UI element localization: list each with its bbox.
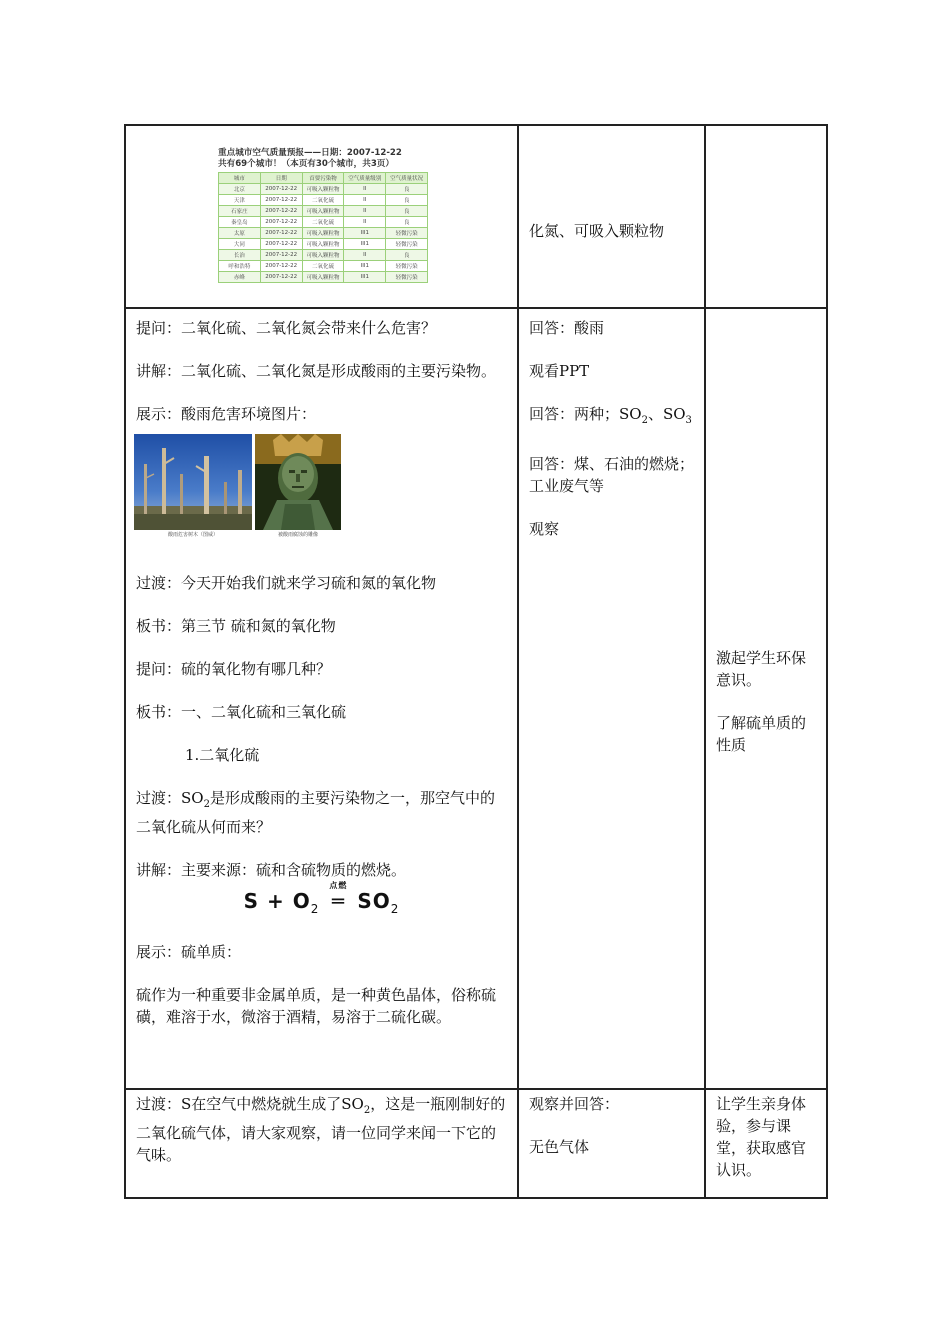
board-heading-1-1: 1.二氧化硫	[185, 746, 260, 764]
intent-sulfur-properties: 了解硫单质的性质	[716, 714, 807, 754]
aq-row	[219, 261, 428, 272]
answer-colorless-gas: 无色气体	[529, 1138, 590, 1156]
dead-trees-photo	[134, 434, 252, 540]
aq-cell: 二氧化硫	[302, 261, 344, 272]
aq-header-cell: 日期	[260, 173, 302, 184]
table-row	[125, 1089, 827, 1198]
aq-cell: 长治	[219, 250, 261, 261]
aq-cell: 轻微污染	[386, 261, 428, 272]
row1-intent-cell	[705, 125, 827, 308]
aq-cell: 可吸入颗粒物	[302, 184, 344, 195]
aq-cell: 可吸入颗粒物	[302, 239, 344, 250]
aq-cell: 良	[386, 195, 428, 206]
aq-cell: III1	[344, 261, 386, 272]
sulfur-description: 硫作为一种重要非金属单质，是一种黄色晶体，俗称硫磺，难溶于水，微溶于酒精，易溶于二硫化碳。	[136, 986, 497, 1026]
question-harm: 提问：二氧化硫、二氧化氮会带来什么危害？	[136, 319, 437, 337]
aq-cell: 可吸入颗粒物	[302, 250, 344, 261]
aq-cell: 2007-12-22	[260, 228, 302, 239]
show-acid-rain-pictures: 展示：酸雨危害环境图片：	[136, 405, 317, 423]
board-heading-1: 板书：一、二氧化硫和三氧化硫	[136, 703, 347, 721]
air-quality-table-image	[218, 148, 428, 283]
lecture-main-source: 讲解：主要来源：硫和含硫物质的燃烧。	[136, 861, 407, 879]
question-sulfur-oxides: 提问：硫的氧化物有哪几种？	[136, 660, 332, 678]
observe: 观察	[529, 520, 560, 538]
aq-cell: 2007-12-22	[260, 250, 302, 261]
aq-cell: 良	[386, 206, 428, 217]
aq-cell: 可吸入颗粒物	[302, 228, 344, 239]
transition-topic: 过渡：今天开始我们就来学习硫和氮的氧化物	[136, 574, 437, 592]
aq-row	[219, 195, 428, 206]
aq-cell: 2007-12-22	[260, 239, 302, 250]
row1-teacher-cell	[125, 125, 518, 308]
aq-cell: 2007-12-22	[260, 184, 302, 195]
aq-cell: 太原	[219, 228, 261, 239]
observe-answer: 观察并回答：	[529, 1095, 620, 1113]
aq-cell: 轻微污染	[386, 228, 428, 239]
aq-cell: II	[344, 184, 386, 195]
acid-rain-photos	[134, 434, 507, 540]
lecture-acid-rain: 讲解：二氧化硫、二氧化氮是形成酸雨的主要污染物。	[136, 362, 497, 380]
aq-cell: 天津	[219, 195, 261, 206]
show-sulfur: 展示：硫单质：	[136, 943, 242, 961]
transition-so2-source: 过渡：$SO_2$是形成酸雨的主要污染物之一，那空气中的二氧化硫从何而来？	[136, 789, 495, 836]
corroded-statue-photo	[255, 434, 341, 540]
reaction-condition: 点燃	[329, 881, 348, 890]
statue-caption: 被酸雨腐蚀的雕像	[277, 532, 318, 538]
row2-intent-cell	[705, 308, 827, 1089]
lesson-plan-table	[124, 124, 828, 1199]
aq-header-cell: 空气质量级别	[344, 173, 386, 184]
aq-row	[219, 184, 428, 195]
air-quality-table	[218, 172, 428, 283]
aq-cell: 秦皇岛	[219, 217, 261, 228]
aq-cell: 呼和浩特	[219, 261, 261, 272]
aq-row	[219, 217, 428, 228]
table-row	[125, 308, 827, 1089]
transition-so2-gas: 过渡：S在空气中燃烧就生成了$SO_2$，这是一瓶刚制好的二氧化硫气体，请大家观察，请一位同学来闻一下它的气味。	[136, 1095, 506, 1164]
aq-row	[219, 239, 428, 250]
watch-ppt: 观看PPT	[529, 362, 590, 380]
board-section-title: 板书：第三节 硫和氮的氧化物	[136, 617, 336, 635]
aq-cell: II	[344, 217, 386, 228]
aq-cell: III1	[344, 239, 386, 250]
aq-cell: 二氧化硫	[302, 217, 344, 228]
row2-student-cell	[518, 308, 705, 1089]
row3-teacher-cell	[125, 1089, 518, 1198]
aq-cell: II	[344, 250, 386, 261]
aq-cell: 石家庄	[219, 206, 261, 217]
row1-student-cell	[518, 125, 705, 308]
aq-row	[219, 250, 428, 261]
air-quality-subtitle: 共有69个城市！（本页有30个城市，共3页）	[218, 159, 394, 169]
intent-experience: 让学生亲身体验，参与课堂，获取感官认识。	[716, 1095, 807, 1179]
aq-cell: 北京	[219, 184, 261, 195]
row2-teacher-cell	[125, 308, 518, 1089]
aq-row	[219, 228, 428, 239]
row3-student-cell	[518, 1089, 705, 1198]
aq-cell: 轻微污染	[386, 239, 428, 250]
aq-row	[219, 206, 428, 217]
aq-cell: 大同	[219, 239, 261, 250]
aq-header-cell: 城市	[219, 173, 261, 184]
aq-cell: 2007-12-22	[260, 261, 302, 272]
aq-cell: 良	[386, 250, 428, 261]
aq-cell: 2007-12-22	[260, 206, 302, 217]
aq-cell: III1	[344, 228, 386, 239]
answer-acid-rain: 回答：酸雨	[529, 319, 605, 337]
intent-awareness: 激起学生环保意识。	[716, 649, 807, 689]
aq-cell: II	[344, 206, 386, 217]
row1-student-text: 化氮、可吸入颗粒物	[529, 222, 665, 240]
aq-cell: 可吸入颗粒物	[302, 206, 344, 217]
answer-two-kinds: 回答：两种；$SO_2$、$SO_3$	[529, 405, 692, 426]
aq-cell: III1	[344, 272, 386, 283]
aq-header-cell: 首要污染物	[302, 173, 344, 184]
aq-cell: 轻微污染	[386, 272, 428, 283]
aq-row	[219, 272, 428, 283]
air-quality-title: 重点城市空气质量预报——日期：2007-12-22	[218, 148, 402, 158]
aq-cell: II	[344, 195, 386, 206]
aq-cell: 赤峰	[219, 272, 261, 283]
table-row	[125, 125, 827, 308]
aq-cell: 良	[386, 184, 428, 195]
answer-sources: 回答：煤、石油的燃烧；工业废气等	[529, 455, 695, 495]
row3-intent-cell	[705, 1089, 827, 1198]
aq-header-cell: 空气质量状况	[386, 173, 428, 184]
aq-cell: 2007-12-22	[260, 272, 302, 283]
aq-cell: 2007-12-22	[260, 217, 302, 228]
dead-trees-caption: 酸雨危害树木（图威）	[167, 532, 218, 538]
aq-cell: 可吸入颗粒物	[302, 272, 344, 283]
aq-cell: 二氧化硫	[302, 195, 344, 206]
sulfur-combustion-equation: $S + O_2$ 点燃 ═ $SO_2$	[243, 881, 400, 916]
aq-cell: 2007-12-22	[260, 195, 302, 206]
aq-cell: 良	[386, 217, 428, 228]
